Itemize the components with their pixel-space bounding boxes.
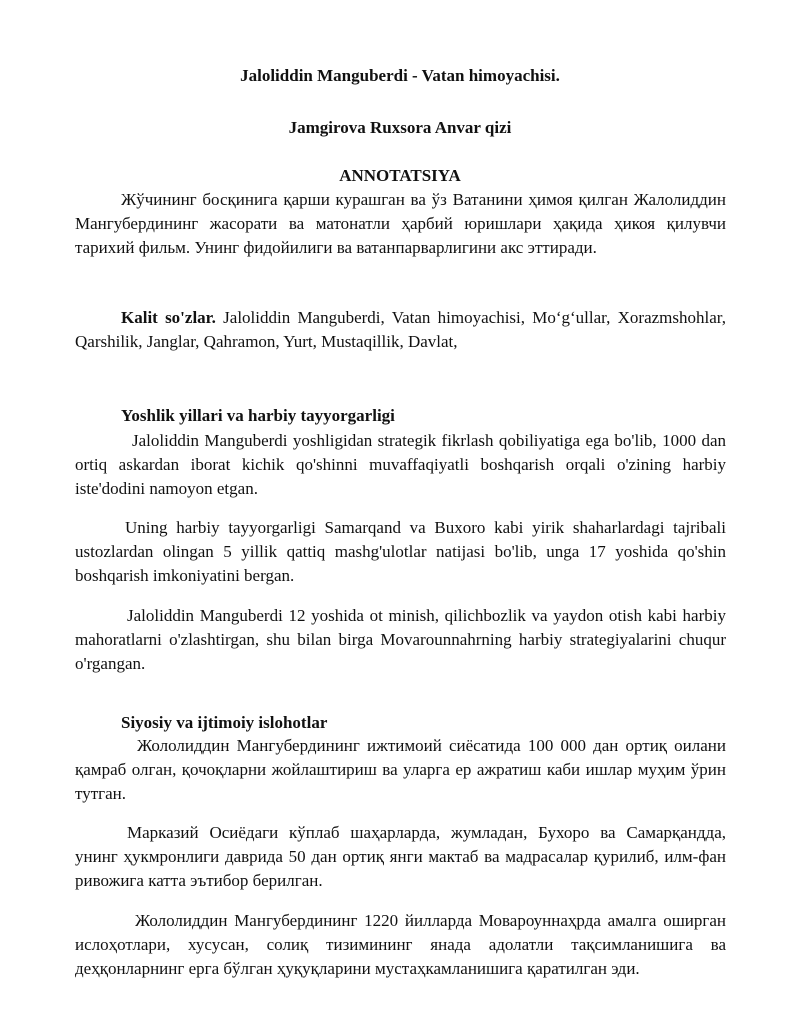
section1-paragraph: Uning harbiy tayyorgarligi Samarqand va Buxoro kabi yirik shaharlardagi tajribali ustozlardan olingan 5 yillik qattiq mashg'ulotlar natijasi bo'lib, unga 17 yoshida qo'shin boshqarish imkoniyatini bergan. xyxy=(75,518,726,585)
section1-paragraph: Jaloliddin Manguberdi yoshligidan strategik fikrlash qobiliyatiga ega bo'lib, 1000 dan ortiq askardan iborat kichik qo'shinni muvaffaqiyatli boshqarish orqali o'zining harbiy iste'dodini namoyon etgan. xyxy=(75,431,726,498)
section2-paragraph: Марказий Осиёдаги кўплаб шаҳарларда, жумладан, Бухоро ва Самарқандда, унинг ҳукмронлиги даврида 50 дан ортиқ янги мактаб ва мадрасалар қурилиб, илм-фан ривожига катта эътибор берилган. xyxy=(75,823,726,890)
annotation-paragraph: Жўчининг босқинига қарши курашган ва ўз Ватанини ҳимоя қилган Жалолиддин Мангубердининг жасорати ва матонатли ҳарбий юришлари ҳақида ҳикоя қилувчи тарихий фильм. Унинг фидойилиги ва ватанпарварлигини акс эттиради. xyxy=(75,190,726,257)
section-heading-reforms: Siyosiy va ijtimoiy islohotlar xyxy=(121,713,328,732)
section2-paragraph: Жололиддин Мангубердининг ижтимоий сиёсатида 100 000 дан ортиқ оилани қамраб олган, қочоқларни жойлаштириш ва уларга ер ажратиш каби ишлар муҳим ўрин тутган. xyxy=(75,736,726,803)
section2-paragraph: Жололиддин Мангубердининг 1220 йилларда Мовароуннаҳрда амалга оширган ислоҳотлари, хусусан, солиқ тизимининг янада адолатли тақсимланишига ва деҳқонларнинг ерга бўлган ҳуқуқларини мустаҳкамланишига қаратилган эди. xyxy=(75,911,726,978)
author-name: Jamgirova Ruxsora Anvar qizi xyxy=(288,118,512,137)
keywords-label: Kalit so'zlar. xyxy=(121,308,216,327)
section-heading-youth: Yoshlik yillari va harbiy tayyorgarligi xyxy=(121,406,395,425)
keywords-paragraph xyxy=(75,306,726,354)
document-title: Jaloliddin Manguberdi - Vatan himoyachisi. xyxy=(240,66,560,85)
keywords-text: Jaloliddin Manguberdi, Vatan himoyachisi, Mo‘g‘ullar, Xorazmshohlar, Qarshilik, Janglar, Qahramon, Yurt, Mustaqillik, Davlat, xyxy=(75,308,726,351)
section1-paragraph: Jaloliddin Manguberdi 12 yoshida ot minish, qilichbozlik va yaydon otish kabi harbiy mahoratlarni o'zlashtirgan, shu bilan birga Movarounnahrning harbiy strategiyalarini chuqur o'rgangan. xyxy=(75,606,726,673)
annotation-heading: ANNOTATSIYA xyxy=(339,166,461,185)
